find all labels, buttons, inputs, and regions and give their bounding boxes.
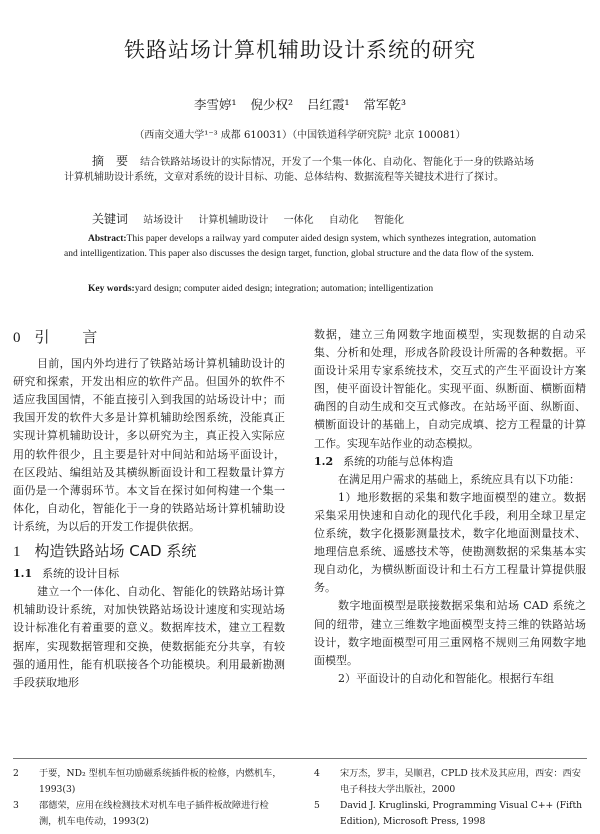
reference-number: 2 <box>13 768 19 779</box>
references-left <box>13 766 285 830</box>
subsection-number: 1.2 <box>314 454 334 468</box>
function-item-2: 2）平面设计的自动化和智能化。根据行车组 <box>338 671 554 685</box>
keywords-en-label: Key words: <box>88 284 135 294</box>
section-intro-heading <box>13 328 285 347</box>
reference-item <box>13 766 285 797</box>
abstract-en-text: This paper develops a railway yard computer aided design system, which synthezes integration, automation and intelligentization. This paper also discusses the design target, function, global structure and the data flow of the system. <box>64 234 536 259</box>
reference-item <box>314 798 586 829</box>
reference-item <box>13 798 285 829</box>
right-column <box>314 326 586 688</box>
footer-divider <box>13 758 587 759</box>
reference-item <box>314 766 586 797</box>
subsection-title: 系统的设计目标 <box>42 567 120 581</box>
reference-number: 4 <box>314 768 320 779</box>
abstract-en <box>64 232 536 262</box>
section-1-heading <box>13 542 285 561</box>
abstract-zh-text: 结合铁路站场设计的实际情况，开发了一个集一体化、自动化、智能化于一身的铁路站场计算机辅助设计系统，文章对系统的设计目标、功能、总体结构、数据流程等关键技术进行了探讨。 <box>64 157 534 183</box>
intro-paragraph: 目前，国内外均进行了铁路站场计算机辅助设计的研究和探索，开发出相应的软件产品。但国外的软件不适应我国国情，不能直接引入到我国的站场设计中；而我国开发的软件大多是计算机辅助绘图系统，没能真正实现计算机辅助设计，多以研究为主，真正投入实际应用的软件很少，且主要是针对中间站和站场平面设计，在区段站、编组站及其横纵断面设计和工程数量计算方面仍是一个薄弱环节。本文旨在探讨如何构建一个集一体化，自动化，智能化于一身的铁路站场计算机辅助设计系统，为以后的开发工作提供依据。 <box>13 357 285 533</box>
section-title: 构造铁路站场 CAD 系统 <box>34 542 197 561</box>
reference-number: 3 <box>13 800 19 811</box>
dtm-paragraph: 数字地面模型是联接数据采集和站场 CAD 系统之间的纽带，建立三维数字地面模型支持三维的铁路站场设计，数字地面模型可用三重网格不规则三角网数字地面模型。 <box>314 599 586 667</box>
section-number: 1 <box>13 544 21 561</box>
keyword-zh: 智能化 <box>373 215 404 226</box>
section-1-1-paragraph: 建立一个一体化、自动化、智能化的铁路站场计算机辅助设计系统，对加快铁路站场设计速度和实现站场设计标准化有着重要的意义。数据库技术，建立工程数据库，实现数据管理和交换，使数据能充分共享，有较强的通用性，能有机联接各个功能模块。利用最新勘测手段获取地形 <box>13 585 285 689</box>
affiliation: （西南交通大学¹⁻³ 成都 610031）（中国铁道科学研究院³ 北京 100081） <box>134 130 466 141</box>
section-number: 0 <box>13 330 21 346</box>
paper-title: 铁路站场计算机辅助设计系统的研究 <box>124 38 476 62</box>
section-1-2-heading <box>314 453 586 471</box>
reference-text: 宋万杰，罗丰，吴顺君，CPLD 技术及其应用，西安：西安电子科技大学出版社，2000 <box>340 768 581 795</box>
abstract-zh-label: 摘 要 <box>92 154 133 168</box>
keywords-en-text: yard design; computer aided design; integration; automation; intelligentization <box>134 284 434 294</box>
keywords-zh-label: 关键词 <box>92 212 129 226</box>
section-title: 引 言 <box>34 328 112 346</box>
authors: 李雪婷¹ 倪少权² 吕红霞¹ 常军乾³ <box>194 97 406 112</box>
reference-text: 邵德荣，应用在线检测技术对机车电子插件板故障进行检测，机车电传动，1993(2) <box>39 800 269 827</box>
subsection-title: 系统的功能与总体构造 <box>343 454 454 468</box>
function-item-1: 1）地形数据的采集和数字地面模型的建立。数据采集采用快速和自动化的现代化手段，利用全球卫星定位系统，数字化摄影测量技术，数字化地面测量技术、地理信息系统、遥感技术等，使勘测数据的采集基本实现自动化，为横纵断面设计和土石方工程量计算提供服务。 <box>314 490 586 595</box>
left-column <box>13 326 285 692</box>
keywords-en <box>88 284 433 294</box>
reference-text: 于要，ND₂ 型机车恒功励磁系统插件板的检修，内燃机车，1993(3) <box>39 768 282 795</box>
reference-text: David J. Kruglinski, Programming Visual C++ (Fifth Edition), Microsoft Press, 1998 <box>340 800 583 827</box>
references-right <box>314 766 586 830</box>
abstract-en-label: Abstract: <box>88 234 127 244</box>
keyword-zh: 自动化 <box>328 215 359 226</box>
keyword-zh: 一体化 <box>283 215 314 226</box>
section-1-2-intro: 在满足用户需求的基础上，系统应具有以下功能： <box>338 472 580 486</box>
reference-number: 5 <box>314 800 320 811</box>
keywords-zh <box>92 210 416 227</box>
keyword-zh: 站场设计 <box>143 215 184 226</box>
section-1-1-heading <box>13 565 285 583</box>
keyword-zh: 计算机辅助设计 <box>198 215 269 226</box>
abstract-zh <box>64 154 534 185</box>
subsection-number: 1.1 <box>13 567 33 581</box>
continued-paragraph: 数据，建立三角网数字地面模型，实现数据的自动采集、分析和处理，形成各阶段设计所需的各种数据。平面设计采用专家系统技术，交互式的产生平面设计方案图，使平面设计智能化。实现平面、纵断面、横断面精确图的自动生成和交互式修改。在站场平面、纵断面、横断面设计的基础上，自动完成填、挖方工程量的计算工作。实现车站作业的动态模拟。 <box>314 328 586 450</box>
